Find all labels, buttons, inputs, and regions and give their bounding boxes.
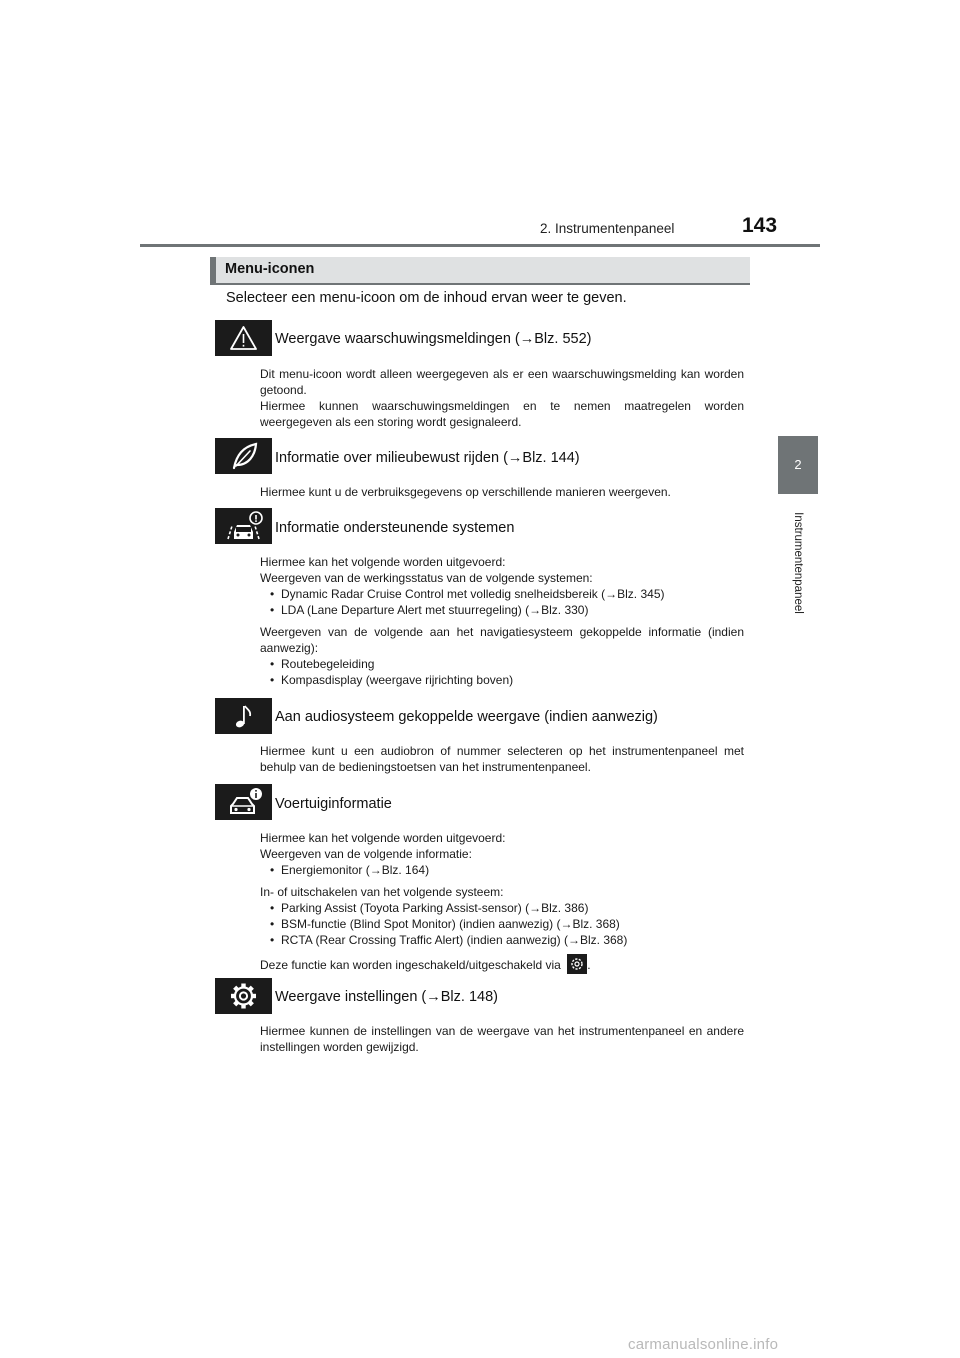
body-paragraph: In- of uitschakelen van het volgende systeem: xyxy=(260,885,504,899)
section-heading xyxy=(210,257,750,285)
item-title-driving-support: Informatie ondersteunende systemen xyxy=(275,520,515,536)
item-body-vehicle-info xyxy=(260,830,744,974)
chapter-label-text: Instrumentenpaneel xyxy=(792,512,804,614)
list-item: • LDA (Lane Departure Alert met stuurregeling) (→Blz. 330) xyxy=(260,602,744,618)
list-item: • Dynamic Radar Cruise Control met volledig snelheidsbereik (→Blz. 345) xyxy=(260,586,744,602)
gear-icon xyxy=(567,954,587,974)
music-note-icon xyxy=(215,698,272,734)
body-paragraph xyxy=(260,954,744,974)
running-header-section: 2. Instrumentenpaneel xyxy=(540,221,675,236)
body-paragraph: Weergeven van de volgende aan het navigatiesysteem gekoppelde informatie (indien aanwezig): xyxy=(260,625,744,655)
header-rule xyxy=(140,244,820,247)
leaf-icon xyxy=(215,438,272,474)
body-paragraph: Hiermee kunnen de instellingen van de weergave van het instrumentenpaneel en andere instellingen worden gewijzigd. xyxy=(260,1024,744,1054)
chapter-label xyxy=(778,498,818,628)
list-item: • BSM-functie (Blind Spot Monitor) (indien aanwezig) (→Blz. 368) xyxy=(260,916,744,932)
item-title-settings: Weergave instellingen (→Blz. 148) xyxy=(275,989,498,1005)
section-title: Menu-iconen xyxy=(225,261,315,277)
list-item: • Kompasdisplay (weergave rijrichting boven) xyxy=(260,672,744,688)
item-title-warnings: Weergave waarschuwingsmeldingen (→Blz. 552) xyxy=(275,331,592,347)
section-intro: Selecteer een menu-icoon om de inhoud ervan weer te geven. xyxy=(226,290,627,306)
vehicle-info-icon xyxy=(215,784,272,820)
item-body-settings xyxy=(260,1023,744,1055)
list-item: • RCTA (Rear Crossing Traffic Alert) (indien aanwezig) (→Blz. 368) xyxy=(260,932,744,948)
body-paragraph: Hiermee kunt u de verbruiksgegevens op verschillende manieren weergeven. xyxy=(260,485,671,499)
section-heading-marker xyxy=(210,257,216,283)
gear-icon xyxy=(215,978,272,1014)
body-line: Hiermee kan het volgende worden uitgevoerd: xyxy=(260,555,506,569)
item-title-vehicle-info: Voertuiginformatie xyxy=(275,796,392,812)
warning-triangle-icon xyxy=(215,320,272,356)
body-line: Weergeven van de werkingsstatus van de volgende systemen: xyxy=(260,571,593,585)
item-body-warnings xyxy=(260,366,744,430)
item-title-eco: Informatie over milieubewust rijden (→Blz. 144) xyxy=(275,450,580,466)
watermark: carmanualsonline.info xyxy=(628,1336,779,1353)
body-paragraph: Hiermee kunnen waarschuwingsmeldingen en te nemen maatregelen worden weergegeven als een storing wordt gesignaleerd. xyxy=(260,399,744,429)
body-paragraph: Dit menu-icoon wordt alleen weergegeven als er een waarschuwingsmelding kan worden getoond. xyxy=(260,367,744,397)
toggle-hint-end: . xyxy=(587,958,591,972)
page-number: 143 xyxy=(742,214,778,237)
toggle-hint-text: Deze functie kan worden ingeschakeld/uitgeschakeld via xyxy=(260,958,561,972)
body-line: Weergeven van de volgende informatie: xyxy=(260,847,472,861)
list-item: • Routebegeleiding xyxy=(260,656,744,672)
driving-support-icon xyxy=(215,508,272,544)
item-body-driving-support xyxy=(260,554,744,688)
item-title-audio: Aan audiosysteem gekoppelde weergave (indien aanwezig) xyxy=(275,709,658,725)
body-paragraph: Hiermee kunt u een audiobron of nummer selecteren op het instrumentenpaneel met behulp van de bedieningstoetsen van het instrumentenpaneel. xyxy=(260,744,744,774)
list-item: • Energiemonitor (→Blz. 164) xyxy=(260,862,744,878)
item-body-eco xyxy=(260,484,744,500)
body-line: Hiermee kan het volgende worden uitgevoerd: xyxy=(260,831,506,845)
item-body-audio xyxy=(260,743,744,775)
chapter-tab: 2 xyxy=(778,436,818,494)
list-item: • Parking Assist (Toyota Parking Assist-sensor) (→Blz. 386) xyxy=(260,900,744,916)
